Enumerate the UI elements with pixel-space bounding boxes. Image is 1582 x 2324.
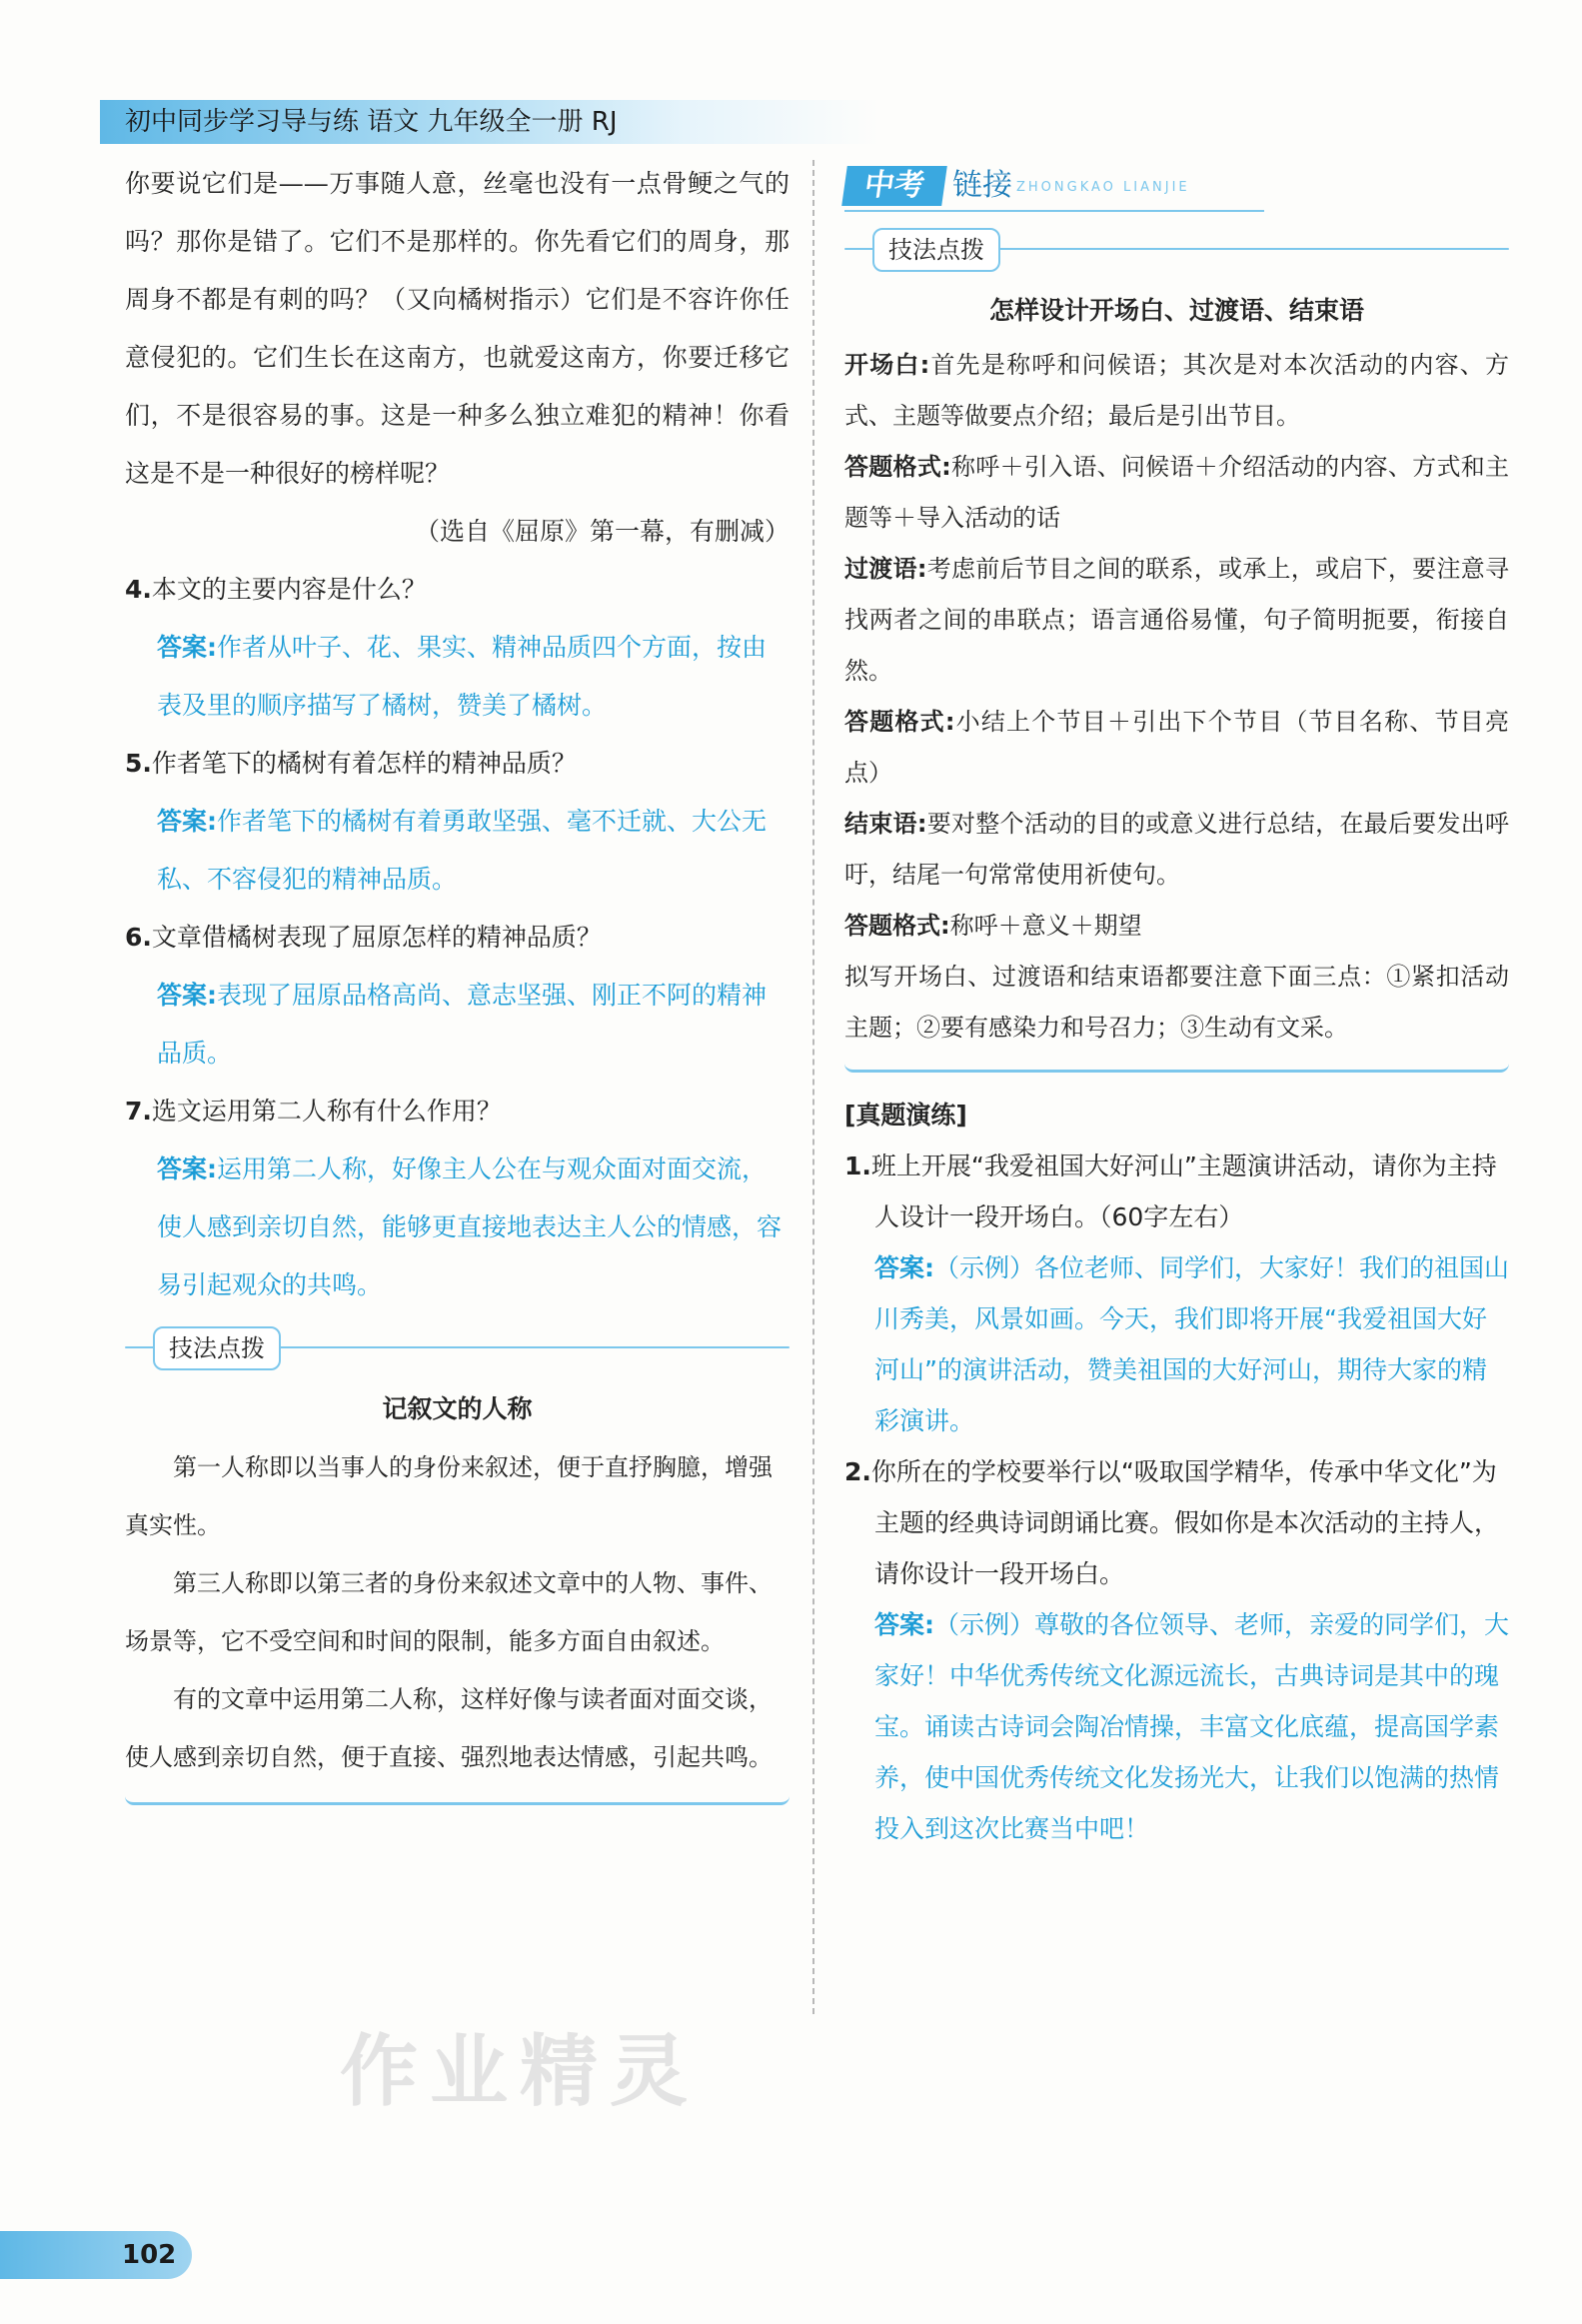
- question-text: 班上开展“我爱祖国大好河山”主题演讲活动，请你为主持人设计一段开场白。（60字左右）: [870, 1152, 1497, 1231]
- tip-item: 答题格式:小结上个节目＋引出下个节目（节目名称、节目亮点）: [844, 708, 1509, 787]
- answer-label: 答案:: [874, 1253, 934, 1282]
- question-text: 你所在的学校要举行以“吸取国学精华，传承中华文化”为主题的经典诗词朗诵比赛。假如你是本次活动的主持人，请你设计一段开场白。: [870, 1457, 1500, 1588]
- tip-title: 记叙文的人称: [382, 1394, 533, 1423]
- tip-paragraph: 第三人称即以第三者的身份来叙述文章中的人物、事件、场景等，它不受空间和时间的限制，能多方面自由叙述。: [125, 1569, 773, 1655]
- answer-text: 作者从叶子、花、果实、精神品质四个方面，按由表及里的顺序描写了橘树，赞美了橘树。: [157, 633, 768, 720]
- answer-text: （示例）各位老师、同学们，大家好！我们的祖国山川秀美，风景如画。今天，我们即将开展“我爱祖国大好河山”的演讲活动，赞美祖国的大好河山，期待大家的精彩演讲。: [874, 1253, 1510, 1435]
- practice-question-2: [844, 1446, 1509, 1854]
- answer-label: 答案:: [157, 807, 217, 836]
- answer-text: 运用第二人称，好像主人公在与观众面对面交流，使人感到亲切自然，能够更直接地表达主人公的情感，容易引起观众的共鸣。: [157, 1155, 783, 1299]
- question-text: 文章借橘树表现了屈原怎样的精神品质？: [151, 923, 602, 952]
- zhongkao-underline: [844, 210, 1264, 212]
- answer-text: （示例）尊敬的各位领导、老师，亲爱的同学们，大家好！中华优秀传统文化源远流长，古典诗词是其中的瑰宝。诵读古诗词会陶冶情操，丰富文化底蕴，提高国学素养，使中国优秀传统文化发扬光大，让我们以饱满的热情投入到这次比赛当中吧！: [874, 1610, 1510, 1843]
- tip-tag: 技法点拨: [872, 228, 1000, 272]
- zhongkao-pinyin: ZHONGKAO LIANJIE: [1016, 180, 1190, 195]
- passage-source: （选自《屈原》第一幕，有删减）: [414, 517, 790, 546]
- question-4: [125, 561, 790, 735]
- question-number: 2.: [844, 1457, 871, 1486]
- answer-label: 答案:: [157, 981, 217, 1010]
- tip-tag: 技法点拨: [153, 1326, 281, 1370]
- tip-box-bottom-border: [844, 1064, 1509, 1073]
- question-text: 本文的主要内容是什么？: [151, 575, 427, 604]
- question-number: 5.: [125, 749, 152, 778]
- right-column: [844, 160, 1509, 1854]
- tip-paragraph: 第一人称即以当事人的身份来叙述，便于直抒胸臆，增强真实性。: [125, 1453, 773, 1539]
- column-divider: [812, 160, 814, 2014]
- tip-item: 结束语:要对整个活动的目的或意义进行总结，在最后要发出呼吁，结尾一句常常使用祈使句。: [844, 810, 1509, 889]
- tip-box-opening-remarks: [844, 228, 1509, 1073]
- watermark: 作业精灵: [340, 2027, 701, 2117]
- answer-label: 答案:: [157, 633, 217, 662]
- tip-title: 怎样设计开场白、过渡语、结束语: [988, 296, 1364, 325]
- zhongkao-badge: 中考: [841, 166, 947, 206]
- question-5: [125, 735, 790, 909]
- zhongkao-link-header: [844, 160, 1509, 216]
- tip-paragraph: 有的文章中运用第二人称，这样好像与读者面对面交谈，使人感到亲切自然，便于直接、强烈地表达情感，引起共鸣。: [125, 1685, 773, 1771]
- answer-label: 答案:: [157, 1155, 217, 1183]
- tip-box-bottom-border: [125, 1796, 790, 1805]
- question-number: 7.: [125, 1097, 152, 1126]
- book-title: 初中同步学习导与练 语文 九年级全一册 RJ: [125, 107, 618, 137]
- question-7: [125, 1083, 790, 1314]
- practice-question-1: [844, 1141, 1509, 1446]
- tip-item: 拟写开场白、过渡语和结束语都要注意下面三点：①紧扣活动主题；②要有感染力和号召力；③生动有文采。: [844, 963, 1509, 1042]
- question-number: 6.: [125, 923, 152, 952]
- question-text: 选文运用第二人称有什么作用？: [151, 1097, 502, 1126]
- question-text: 作者笔下的橘树有着怎样的精神品质？: [151, 749, 577, 778]
- tip-item: 开场白:首先是称呼和问候语；其次是对本次活动的内容、方式、主题等做要点介绍；最后是引出节目。: [844, 351, 1510, 430]
- tip-item: 答题格式:称呼＋引入语、问候语＋介绍活动的内容、方式和主题等＋导入活动的话: [844, 453, 1509, 532]
- tip-item: 答题格式:称呼＋意义＋期望: [844, 912, 1142, 940]
- tip-item: 过渡语:考虑前后节目之间的联系，或承上，或启下，要注意寻找两者之间的串联点；语言通俗易懂，句子简明扼要，衔接自然。: [844, 555, 1509, 685]
- question-6: [125, 909, 790, 1083]
- tip-box-narrative-person: [125, 1326, 790, 1805]
- practice-section-tag: [真题演练]: [844, 1101, 967, 1130]
- zhongkao-link-label: 链接: [952, 168, 1012, 203]
- question-number: 4.: [125, 575, 152, 604]
- passage-text: 你要说它们是——万事随人意，丝毫也没有一点骨鲠之气的吗？那你是错了。它们不是那样的。你先看它们的周身，那周身不都是有刺的吗？（又向橘树指示）它们是不容许你任意侵犯的。它们生长在这南方，也就爱这南方，你要迁移它们，不是很容易的事。这是一种多么独立难犯的精神！你看这是不是一种很好的榜样呢？: [125, 169, 790, 488]
- left-column: [125, 155, 790, 1805]
- answer-text: 表现了屈原品格高尚、意志坚强、刚正不阿的精神品质。: [157, 981, 768, 1068]
- page-number: 102: [122, 2240, 177, 2270]
- answer-label: 答案:: [874, 1610, 934, 1639]
- answer-text: 作者笔下的橘树有着勇敢坚强、毫不迁就、大公无私、不容侵犯的精神品质。: [157, 807, 768, 894]
- question-number: 1.: [844, 1152, 871, 1180]
